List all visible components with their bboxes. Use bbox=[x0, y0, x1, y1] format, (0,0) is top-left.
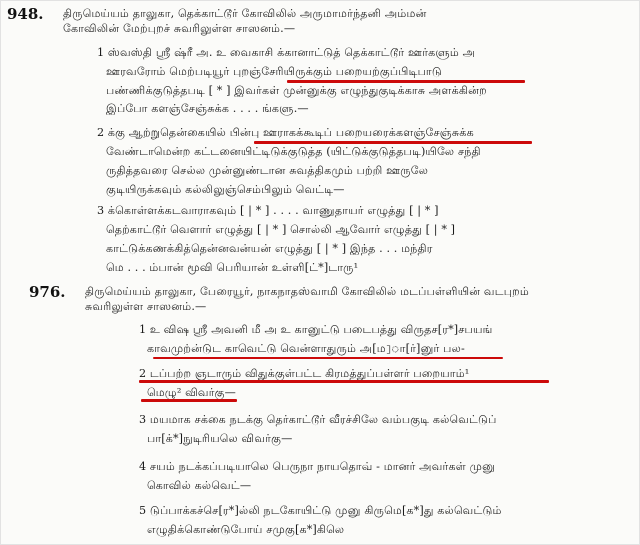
red-underline bbox=[153, 357, 503, 359]
inscription-header-line: திருமெய்யம் தாலுகா, தெக்காட்டூர் கோவிலில் அருமாமர்ந்தனி அம்மன் bbox=[63, 7, 427, 20]
text-line: 3 மயமாக சக்கை நடக்கு தெர்காட்டூர் வீரச்சிலே வம்பகுடி கல்வெட்டுப் bbox=[139, 413, 497, 426]
text-line: காட்டுக்கணக்கித்தென்னவன்யன் எழுத்து [ | * ] இந்த . . . மந்திர bbox=[106, 242, 433, 255]
red-underline bbox=[141, 399, 237, 402]
text-line: 5 டுப்பாக்கச்செ[ர*]ல்லி நடகோயிட்டு முனு கிருமெ[க*]து கல்வெட்டும் bbox=[139, 504, 502, 517]
red-underline bbox=[287, 80, 525, 83]
text-line: காவமுற்ன்டுட காவெட்டு வென்ளாதுரும் அ[ம]ா[ர்]னுர் பல- bbox=[147, 342, 465, 355]
text-line: எழுதிக்கொண்டுபோய் சமுகு[க*]கிலெ bbox=[147, 523, 345, 536]
text-line: கொவில் கல்வெட்— bbox=[147, 479, 252, 492]
text-line: ஊரவரோம் மெற்படியூர் புறஞ்சேரியிருக்கும் பறையற்குப்பிடிபாடு bbox=[106, 65, 442, 78]
text-line: பண்ணிக்குடுத்தபடி [ * ] இவர்கள் முன்னுக்கு எழுந்துகுடிக்காசு அளக்கின்ற bbox=[106, 84, 487, 97]
text-line: இப்போ களஞ்சேஞ்சுக்க . . . . ங்களு.— bbox=[106, 102, 309, 115]
inscription-header-line: கோவிலின் மேற்புறச் சுவரிலுள்ள சாஸனம்.— bbox=[63, 22, 296, 35]
text-line: 3 க்கொள்ளக்கடவாராகவும் [ | * ] . . . . வாணுதாயர் எழுத்து [ | * ] bbox=[97, 204, 439, 217]
text-line: 4 சயம் நடக்கப்படியாலெ பெருநா நாயதொவ் - மானர் அவர்கள் முனு bbox=[139, 460, 496, 473]
text-line: 2 டப்பற்ற ஞடாரும் விதுக்குள்பட்ட கிரமத்துப்பள்ளர் பறையாம்¹ bbox=[139, 367, 470, 380]
inscription-number: 976. bbox=[29, 283, 66, 301]
text-line: 2 க்கு ஆற்றுதென்கையில் பின்பு ஊராகக்கூடிப் பறையரைக்களஞ்சேஞ்சுக்க bbox=[97, 126, 474, 139]
inscription-number: 948. bbox=[7, 5, 44, 23]
inscription-header-line: திருமெய்யம் தாலுகா, பேரையூர், நாகநாதஸ்வாமி கோவிலில் மடப்பள்ளியின் வடபுறம் bbox=[85, 285, 529, 298]
text-line: 1 உ விஷ ஸ்ரீ அவனி மீ அ உ கானுட்டு படைபத்து விருதச[ர*]சபயங் bbox=[139, 323, 493, 336]
red-underline bbox=[254, 141, 532, 144]
text-line: வேண்டாமென்ற கட்டனையிட்டிடுக்குடுத்த (யிட்டுக்குடுத்தபடி)யிலே சந்தி bbox=[106, 145, 481, 158]
text-line: மெழு² விவர்கு— bbox=[147, 386, 236, 399]
red-underline bbox=[139, 380, 549, 383]
text-line: மெ . . . ம்பான் மூவி பெரியான் உள்ளி[ட்*]டாரு¹ bbox=[106, 261, 359, 274]
text-line: பா[க்*]நுடிரியலெ விவர்கு— bbox=[147, 432, 293, 445]
text-line: ருதித்தவரை செல்ல முன்னுண்டான சுவத்திகமும் பற்றி ஊருலே bbox=[106, 164, 429, 177]
text-line: தெற்காட்டூர் வெளார் எழுத்து [ | * ] சொல்லி ஆவோர் எழுத்து [ | * ] bbox=[106, 223, 456, 236]
text-line: 1 ஸ்வஸ்தி ஸ்ரீ ஷ்ரீ அ. உ வைகாசி க்கானாட்டுத் தெக்காட்டூர் ஊர்களும் அ bbox=[97, 46, 476, 59]
inscription-header-line: சுவரிலுள்ள சாஸனம்.— bbox=[85, 300, 207, 313]
text-line: குடியிருக்கவும் கல்லிலுஞ்செம்பிலும் வெட்டி— bbox=[106, 183, 345, 196]
